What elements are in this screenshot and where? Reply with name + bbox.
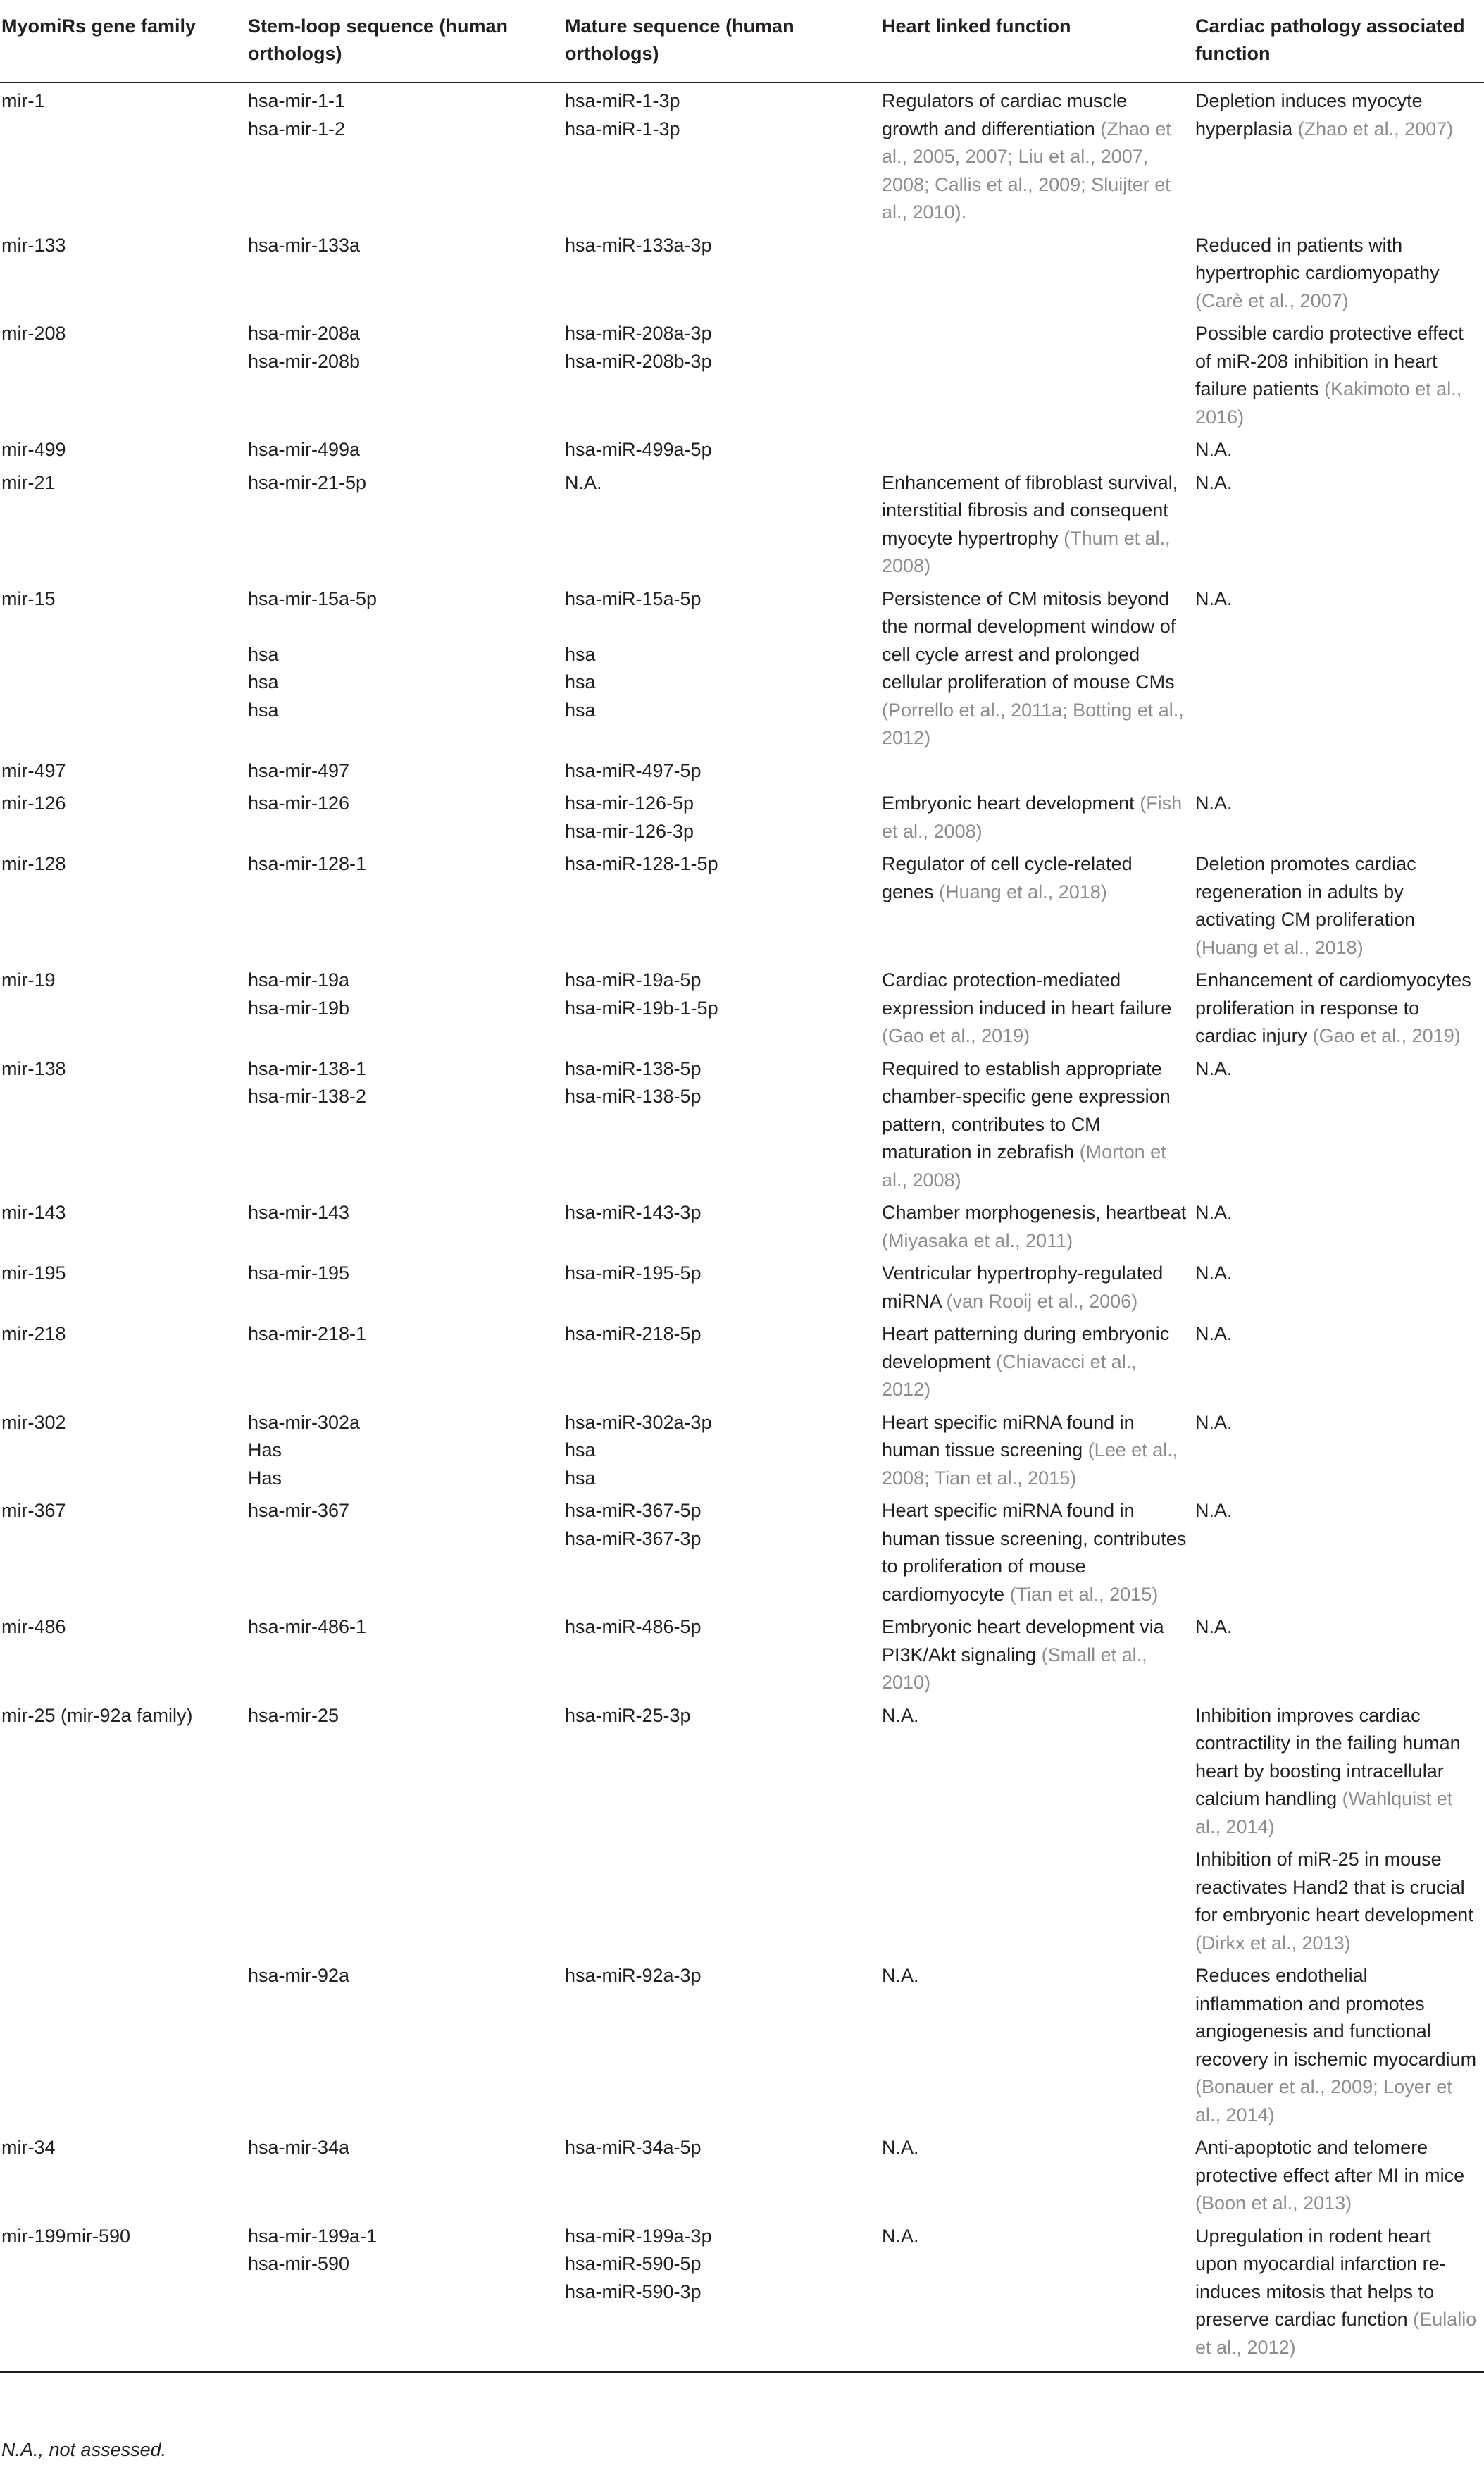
mature-entry: hsa-miR-199a-3p (565, 2225, 712, 2247)
function-text: Inhibition of miR-25 in mouse reactivates Hand2 that is crucial for embryonic heart development (1195, 1849, 1473, 1925)
cell-pathology-function (1195, 1404, 1484, 1493)
stem-loop-entry: hsa-mir-590 (248, 2253, 350, 2274)
cell-mature (565, 1255, 882, 1315)
cell-pathology-function (1195, 315, 1484, 431)
cell-pathology-function (1195, 1492, 1484, 1608)
stem-loop-entry: hsa-mir-128-1 (248, 853, 367, 874)
stem-loop-entry: hsa (248, 643, 279, 665)
table-row (0, 581, 1484, 752)
cell-heart-function (882, 315, 1195, 431)
citation-reference: (Small et al., 2010) (882, 1644, 1147, 1693)
mature-entry: hsa-miR-590-5p (565, 2253, 702, 2274)
citation-reference: (Bonauer et al., 2009; Loyer et al., 2014) (1195, 2076, 1452, 2125)
table-row (0, 1492, 1484, 1608)
cell-heart-function (882, 82, 1195, 227)
cell-heart-function (882, 1255, 1195, 1315)
cell-pathology-function (1195, 1608, 1484, 1697)
cell-mature (565, 1194, 882, 1255)
function-text: Persistence of CM mitosis beyond the normal development window of cell cycle arrest and prolonged cellular proliferation of mouse CMs (882, 588, 1176, 693)
cell-family: mir-208 (1, 323, 66, 344)
header-heart-function: Heart linked function (882, 0, 1195, 82)
mature-entry: hsa-miR-19a-5p (565, 969, 702, 991)
cell-heart-function (882, 581, 1195, 752)
function-text: Enhancement of fibroblast survival, interstitial fibrosis and consequent myocyte hypertrophy (882, 471, 1178, 549)
cell-stem-loop (248, 1841, 565, 1957)
mature-entry: hsa-miR-367-3p (565, 1527, 702, 1549)
cell-stem-loop (248, 1697, 565, 1842)
mature-entry: N.A. (565, 471, 602, 493)
cell-pathology-function (1195, 962, 1484, 1050)
cell-mature (565, 962, 882, 1050)
footnote: N.A., not assessed. (1, 2439, 167, 2460)
function-text: Reduced in patients with hypertrophic cardiomyopathy (1195, 234, 1440, 283)
cell-mature (565, 1957, 882, 2129)
cell-mature (565, 464, 882, 581)
cell-family: mir-195 (1, 1262, 66, 1284)
cell-stem-loop (248, 464, 565, 581)
cell-heart-function (882, 1315, 1195, 1404)
stem-loop-entry: hsa-mir-138-1 (248, 1057, 367, 1079)
mature-entry: hsa-miR-1-3p (565, 90, 680, 111)
table-row (0, 1255, 1484, 1315)
cell-pathology-function (1195, 2218, 1484, 2373)
citation-reference: (Dirkx et al., 2013) (1195, 1932, 1351, 1954)
header-stem-loop: Stem-loop sequence (human orthologs) (248, 0, 565, 82)
mature-entry: hsa-miR-92a-3p (565, 1965, 702, 1986)
stem-loop-entry: hsa-mir-126 (248, 793, 350, 814)
function-text: Heart specific miRNA found in human tissue screening (882, 1411, 1135, 1460)
cell-mature (565, 845, 882, 962)
function-text: N.A. (1195, 588, 1233, 609)
cell-mature (565, 1050, 882, 1195)
function-text: Reduces endothelial inflammation and promotes angiogenesis and functional recovery in ischemic myocardium (1195, 1965, 1477, 2070)
cell-mature (565, 1404, 882, 1493)
cell-family: mir-486 (1, 1616, 66, 1637)
citation-reference: (van Rooij et al., 2006) (946, 1290, 1138, 1312)
cell-stem-loop (248, 315, 565, 431)
function-text: N.A. (882, 1965, 919, 1986)
table-row (0, 1194, 1484, 1255)
citation-reference: (Lee et al., 2008; Tian et al., 2015) (882, 1439, 1178, 1489)
stem-loop-entry: hsa-mir-302a (248, 1411, 361, 1433)
cell-stem-loop (248, 1194, 565, 1255)
function-text: N.A. (1195, 793, 1233, 814)
function-text: Regulators of cardiac muscle growth and differentiation (882, 90, 1128, 139)
cell-pathology-function (1195, 1841, 1484, 1957)
stem-loop-entry: hsa-mir-497 (248, 759, 350, 781)
cell-pathology-function (1195, 1194, 1484, 1255)
table-row (0, 1841, 1484, 1957)
citation-reference: (Carè et al., 2007) (1195, 290, 1349, 311)
cell-family: mir-499 (1, 439, 66, 460)
cell-heart-function (882, 1194, 1195, 1255)
cell-heart-function (882, 1492, 1195, 1608)
header-family: MyomiRs gene family (0, 0, 248, 82)
function-text: Heart specific miRNA found in human tissue screening, contributes to proliferation of mouse cardiomyocyte (882, 1500, 1187, 1605)
cell-pathology-function (1195, 1697, 1484, 1842)
cell-mature (565, 82, 882, 227)
cell-family: mir-302 (1, 1411, 66, 1433)
cell-stem-loop (248, 431, 565, 464)
table-row (0, 2218, 1484, 2373)
function-text: Embryonic heart development (882, 793, 1135, 814)
stem-loop-entry: hsa-mir-92a (248, 1965, 350, 1986)
table-row (0, 962, 1484, 1050)
mature-entry: hsa-miR-138-5p (565, 1086, 702, 1107)
cell-heart-function (882, 1404, 1195, 1493)
stem-loop-entry: hsa-mir-138-2 (248, 1086, 367, 1107)
citation-reference: (Huang et al., 2018) (939, 881, 1107, 902)
citation-reference: (Miyasaka et al., 2011) (882, 1229, 1073, 1251)
cell-family: mir-143 (1, 1202, 66, 1223)
cell-stem-loop (248, 785, 565, 845)
table-row (0, 1404, 1484, 1493)
table-row (0, 227, 1484, 316)
cell-stem-loop (248, 2218, 565, 2373)
mature-entry: hsa-mir-126-5p (565, 793, 694, 814)
cell-stem-loop (248, 1050, 565, 1195)
function-text: N.A. (882, 2137, 919, 2158)
cell-mature (565, 1315, 882, 1404)
cell-pathology-function (1195, 227, 1484, 316)
cell-family: mir-218 (1, 1323, 66, 1344)
function-text: Upregulation in rodent heart upon myocardial infarction re-induces mitosis that helps to preserve cardiac function (1195, 2225, 1446, 2330)
table-row (0, 464, 1484, 581)
cell-heart-function (882, 962, 1195, 1050)
table-row (0, 1315, 1484, 1404)
function-text: Depletion induces myocyte hyperplasia (1195, 90, 1423, 139)
function-text: N.A. (882, 2225, 919, 2247)
table-row (0, 785, 1484, 845)
function-text: Ventricular hypertrophy-regulated miRNA (882, 1262, 1164, 1312)
stem-loop-entry: hsa-mir-143 (248, 1202, 350, 1223)
cell-stem-loop (248, 1404, 565, 1493)
cell-mature (565, 785, 882, 845)
mature-entry: hsa-miR-1-3p (565, 118, 680, 139)
cell-pathology-function (1195, 82, 1484, 227)
table-row (0, 1697, 1484, 1842)
function-text: N.A. (1195, 1411, 1233, 1433)
function-text: N.A. (1195, 471, 1233, 493)
table-row (0, 1957, 1484, 2129)
function-text: Inhibition improves cardiac contractility in the failing human heart by boosting intracellular calcium handling (1195, 1704, 1461, 1809)
stem-loop-entry: hsa-mir-133a (248, 234, 361, 256)
function-text: Possible cardio protective effect of miR-208 inhibition in heart failure patients (1195, 323, 1464, 399)
cell-pathology-function (1195, 752, 1484, 786)
citation-reference: (Tian et al., 2015) (1009, 1583, 1159, 1605)
cell-heart-function (882, 752, 1195, 786)
mature-entry: hsa-miR-25-3p (565, 1704, 691, 1726)
stem-loop-entry: hsa-mir-19b (248, 997, 350, 1019)
cell-family: mir-126 (1, 793, 66, 814)
mature-entry: hsa-miR-138-5p (565, 1057, 702, 1079)
cell-stem-loop (248, 227, 565, 316)
mature-entry: hsa-miR-367-5p (565, 1500, 702, 1521)
header-pathology-function: Cardiac pathology associated function (1195, 0, 1484, 82)
cell-stem-loop (248, 2129, 565, 2218)
citation-reference: (Zhao et al., 2005, 2007; Liu et al., 2007, 2008; Callis et al., 2009; Sluijter et al., 2010). (882, 118, 1171, 223)
cell-pathology-function (1195, 1050, 1484, 1195)
cell-family: mir-497 (1, 759, 66, 781)
mature-entry: hsa-miR-133a-3p (565, 234, 712, 256)
cell-heart-function (882, 1697, 1195, 1842)
mature-entry: hsa (565, 643, 596, 665)
citation-reference: (Porrello et al., 2011a; Botting et al., 2012) (882, 699, 1184, 748)
citation-reference: (Gao et al., 2019) (1312, 1025, 1461, 1046)
table-row (0, 315, 1484, 431)
stem-loop-entry (248, 613, 558, 641)
cell-mature (565, 1608, 882, 1697)
function-text: N.A. (1195, 439, 1233, 460)
cell-heart-function (882, 845, 1195, 962)
function-text: Deletion promotes cardiac regeneration in adults by activating CM proliferation (1195, 853, 1416, 930)
stem-loop-entry: hsa-mir-195 (248, 1262, 350, 1284)
cell-family: mir-367 (1, 1500, 66, 1521)
mature-entry: hsa-miR-218-5p (565, 1323, 702, 1344)
stem-loop-entry: hsa (248, 671, 279, 693)
cell-pathology-function (1195, 431, 1484, 464)
cell-pathology-function (1195, 845, 1484, 962)
mature-entry: hsa-miR-302a-3p (565, 1411, 712, 1433)
table-row (0, 82, 1484, 227)
function-text: Cardiac protection-mediated expression induced in heart failure (882, 969, 1172, 1019)
cell-stem-loop (248, 752, 565, 786)
cell-mature (565, 315, 882, 431)
function-text: Chamber morphogenesis, heartbeat (882, 1202, 1187, 1223)
table-row (0, 1608, 1484, 1697)
mature-entry: hsa (565, 1439, 596, 1460)
mature-entry: hsa-miR-208b-3p (565, 350, 712, 372)
cell-mature (565, 2218, 882, 2373)
cell-heart-function (882, 2129, 1195, 2218)
cell-heart-function (882, 1957, 1195, 2129)
cell-mature (565, 1841, 882, 1957)
cell-heart-function (882, 431, 1195, 464)
stem-loop-entry: hsa-mir-25 (248, 1704, 339, 1726)
mature-entry: hsa (565, 671, 596, 693)
cell-family: mir-34 (1, 2137, 56, 2158)
table-row (0, 431, 1484, 464)
stem-loop-entry: hsa-mir-15a-5p (248, 588, 378, 609)
stem-loop-entry: hsa-mir-367 (248, 1500, 350, 1521)
mature-entry: hsa-miR-486-5p (565, 1616, 702, 1637)
table-header (0, 0, 1484, 82)
table-body (0, 82, 1484, 2372)
mature-entry: hsa-miR-497-5p (565, 759, 702, 781)
mature-entry: hsa-miR-499a-5p (565, 439, 712, 460)
cell-family: mir-138 (1, 1057, 66, 1079)
cell-heart-function (882, 1841, 1195, 1957)
cell-stem-loop (248, 1608, 565, 1697)
mature-entry (565, 613, 875, 641)
stem-loop-entry: hsa (248, 699, 279, 721)
cell-family: mir-25 (mir-92a family) (1, 1704, 193, 1726)
stem-loop-entry: hsa-mir-218-1 (248, 1323, 367, 1344)
citation-reference: (Kakimoto et al., 2016) (1195, 378, 1462, 428)
cell-stem-loop (248, 1255, 565, 1315)
cell-heart-function (882, 1050, 1195, 1195)
function-text: Heart patterning during embryonic development (882, 1323, 1170, 1372)
stem-loop-entry: hsa-mir-208a (248, 323, 361, 344)
cell-stem-loop (248, 962, 565, 1050)
mature-entry: hsa-miR-590-3p (565, 2280, 702, 2302)
function-text: Anti-apoptotic and telomere protective effect after MI in mice (1195, 2137, 1465, 2186)
function-text: N.A. (1195, 1616, 1233, 1637)
cell-heart-function (882, 227, 1195, 316)
mature-entry: hsa (565, 1467, 596, 1489)
cell-family: mir-21 (1, 471, 56, 493)
cell-family (0, 1957, 248, 2129)
stem-loop-entry: hsa-mir-208b (248, 350, 361, 372)
stem-loop-entry: hsa-mir-19a (248, 969, 350, 991)
cell-mature (565, 1697, 882, 1842)
mature-entry: hsa (565, 699, 596, 721)
stem-loop-entry: Has (248, 1467, 282, 1489)
function-text: N.A. (1195, 1057, 1233, 1079)
citation-reference: (Eulalio et al., 2012) (1195, 2309, 1477, 2358)
cell-family: mir-1 (1, 90, 45, 111)
cell-stem-loop (248, 1315, 565, 1404)
citation-reference: (Chiavacci et al., 2012) (882, 1351, 1137, 1400)
cell-stem-loop (248, 845, 565, 962)
stem-loop-entry: hsa-mir-499a (248, 439, 361, 460)
cell-pathology-function (1195, 464, 1484, 581)
cell-family: mir-133 (1, 234, 66, 256)
stem-loop-entry: Has (248, 1439, 282, 1460)
cell-heart-function (882, 1608, 1195, 1697)
cell-mature (565, 2129, 882, 2218)
cell-pathology-function (1195, 1957, 1484, 2129)
function-text: N.A. (1195, 1500, 1233, 1521)
function-text: Embryonic heart development via PI3K/Akt signaling (882, 1616, 1164, 1665)
function-text: N.A. (882, 1704, 919, 1726)
table-row (0, 2129, 1484, 2218)
mature-entry: hsa-miR-15a-5p (565, 588, 702, 609)
cell-mature (565, 752, 882, 786)
stem-loop-entry: hsa-mir-486-1 (248, 1616, 367, 1637)
cell-family (0, 1841, 248, 1957)
cell-stem-loop (248, 82, 565, 227)
stem-loop-entry: hsa-mir-1-2 (248, 118, 346, 139)
mature-entry: hsa-miR-34a-5p (565, 2137, 702, 2158)
cell-stem-loop (248, 581, 565, 752)
function-text: Required to establish appropriate chamber-specific gene expression pattern, contributes to CM maturation in zebrafish (882, 1057, 1171, 1162)
cell-heart-function (882, 2218, 1195, 2373)
cell-family: mir-199mir-590 (0, 2218, 248, 2373)
cell-pathology-function (1195, 2129, 1484, 2218)
cell-pathology-function (1195, 1255, 1484, 1315)
cell-family: mir-19 (1, 969, 56, 991)
mature-entry: hsa-miR-19b-1-5p (565, 997, 718, 1019)
cell-family: mir-128 (1, 853, 66, 874)
cell-heart-function (882, 464, 1195, 581)
stem-loop-entry: hsa-mir-199a-1 (248, 2225, 378, 2247)
cell-stem-loop (248, 1492, 565, 1608)
citation-reference: (Zhao et al., 2007) (1297, 118, 1454, 139)
mature-entry: hsa-miR-143-3p (565, 1202, 702, 1223)
stem-loop-entry: hsa-mir-34a (248, 2137, 350, 2158)
table-row (0, 752, 1484, 786)
function-text: Enhancement of cardiomyocytes proliferation in response to cardiac injury (1195, 969, 1471, 1046)
citation-reference: (Thum et al., 2008) (882, 527, 1171, 576)
function-text: N.A. (1195, 1323, 1233, 1344)
stem-loop-entry: hsa-mir-1-1 (248, 90, 346, 111)
function-text: N.A. (1195, 1202, 1233, 1223)
cell-mature (565, 431, 882, 464)
citation-reference: (Boon et al., 2013) (1195, 2192, 1352, 2214)
header-mature: Mature sequence (human orthologs) (565, 0, 882, 82)
mature-entry: hsa-miR-128-1-5p (565, 853, 718, 874)
table-row (0, 845, 1484, 962)
cell-mature (565, 227, 882, 316)
citation-reference: (Gao et al., 2019) (882, 1025, 1030, 1046)
cell-pathology-function (1195, 785, 1484, 845)
cell-pathology-function (1195, 1315, 1484, 1404)
citation-reference: (Fish et al., 2008) (882, 793, 1183, 842)
cell-pathology-function (1195, 581, 1484, 752)
function-text: Regulator of cell cycle-related genes (882, 853, 1133, 902)
citation-reference: (Wahlquist et al., 2014) (1195, 1788, 1453, 1837)
cell-stem-loop (248, 1957, 565, 2129)
citation-reference: (Morton et al., 2008) (882, 1141, 1166, 1191)
cell-mature (565, 1492, 882, 1608)
stem-loop-entry: hsa-mir-21-5p (248, 471, 367, 493)
mature-entry: hsa-miR-195-5p (565, 1262, 702, 1284)
mature-entry: hsa-miR-208a-3p (565, 323, 712, 344)
table-row (0, 1050, 1484, 1195)
function-text: N.A. (1195, 1262, 1233, 1284)
cell-family: mir-15 (1, 588, 56, 609)
citation-reference: (Huang et al., 2018) (1195, 936, 1364, 958)
cell-mature (565, 581, 882, 752)
mature-entry: hsa-mir-126-3p (565, 820, 694, 842)
cell-heart-function (882, 785, 1195, 845)
